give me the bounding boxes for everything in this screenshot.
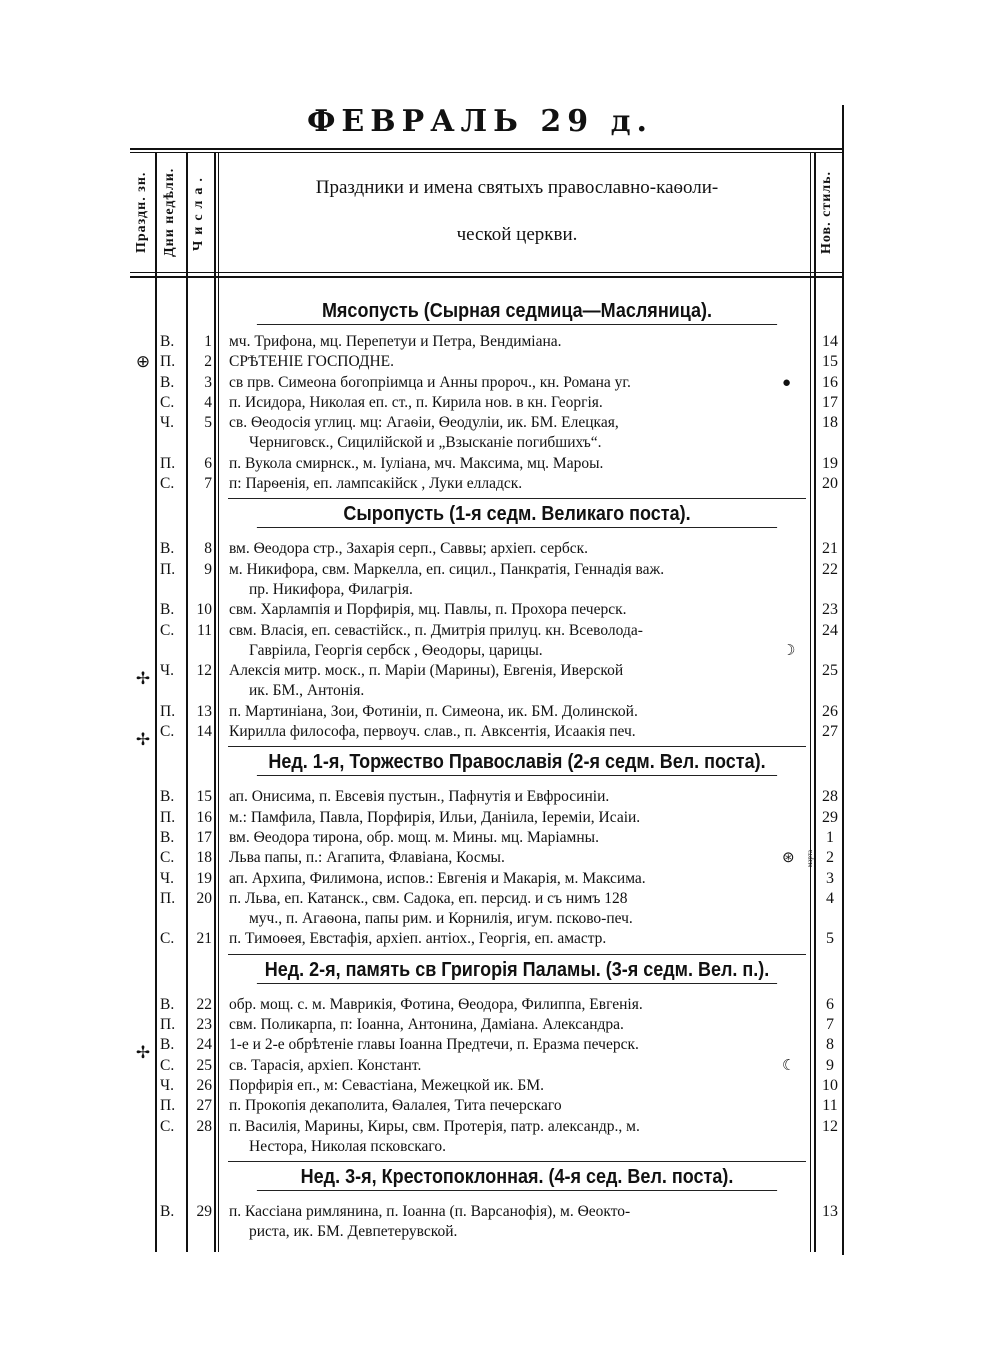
day-number: 13 bbox=[196, 702, 212, 720]
entry-line bbox=[0, 787, 1000, 807]
saints-text: СРѢТЕНІЕ ГОСПОДНЕ. bbox=[229, 353, 395, 371]
weekday: Ч. bbox=[160, 414, 174, 432]
saints-text: Алексія митр. моск., п. Маріи (Марины), Евгенія, Иверской bbox=[229, 662, 624, 680]
new-style-date: 1 bbox=[826, 828, 834, 846]
entry-line bbox=[0, 808, 1000, 828]
entry-line bbox=[0, 332, 1000, 352]
day-number: 27 bbox=[196, 1097, 212, 1115]
entry-line bbox=[0, 1056, 1000, 1076]
new-style-date: 18 bbox=[822, 414, 838, 432]
day-number: 29 bbox=[196, 1203, 212, 1221]
day-number: 23 bbox=[196, 1016, 212, 1034]
day-row bbox=[0, 1015, 1000, 1035]
moon-phase-icon: ⊛ bbox=[782, 850, 795, 867]
saints-text: св прв. Симеона богопріимца и Анны пророч., кн. Романа уг. bbox=[229, 373, 631, 391]
saints-text: Кирилла философа, первоуч. слав., п. Авксентія, Исаакія печ. bbox=[229, 723, 636, 741]
day-row bbox=[0, 600, 1000, 620]
section-title: Нед. 3-я, Крестопоклонная. (4-я сед. Вел. поста). bbox=[257, 1166, 777, 1191]
weekday: П. bbox=[160, 889, 176, 907]
weekday: П. bbox=[160, 454, 176, 472]
entry-line bbox=[0, 1137, 1000, 1157]
weekday: В. bbox=[160, 995, 175, 1013]
new-style-date: 11 bbox=[822, 1097, 838, 1115]
day-number: 8 bbox=[204, 540, 212, 558]
entry-line bbox=[0, 454, 1000, 474]
day-number: 5 bbox=[204, 414, 212, 432]
calendar-section bbox=[0, 1162, 1000, 1243]
section-title: Нед. 2-я, память св Григорія Паламы. (3-я седм. Вел. п.). bbox=[257, 959, 777, 984]
entry-line bbox=[0, 848, 1000, 868]
day-number: 15 bbox=[196, 788, 212, 806]
new-style-date: 17 bbox=[822, 393, 838, 411]
column-header-main-line2: ческой церкви. bbox=[456, 224, 578, 245]
section-header bbox=[0, 955, 1000, 995]
entry-line bbox=[0, 909, 1000, 929]
day-number: 12 bbox=[196, 662, 212, 680]
moon-phase-icon: ☾ bbox=[782, 1057, 796, 1074]
weekday: В. bbox=[160, 601, 175, 619]
saints-text: св. Тарасія, архіеп. Констант. bbox=[229, 1056, 422, 1074]
day-row bbox=[0, 539, 1000, 559]
entry-line bbox=[0, 661, 1000, 689]
weekday: С. bbox=[160, 930, 175, 948]
entry-line bbox=[0, 1222, 1000, 1242]
weekday: С. bbox=[160, 475, 175, 493]
new-style-date: 5 bbox=[826, 930, 834, 948]
day-row bbox=[0, 1035, 1000, 1063]
column-header-main-line1: Праздники и имена святыхъ православно-каѳоли- bbox=[315, 177, 719, 198]
weekday: В. bbox=[160, 540, 175, 558]
saints-text: Порфирія еп., м: Севастіана, Межецкой ик. БМ. bbox=[229, 1076, 544, 1094]
saints-text: п. Кассіана римлянина, п. Іоанна (п. Варсанофія), м. Ѳеокто- bbox=[229, 1203, 631, 1221]
day-row bbox=[0, 1117, 1000, 1158]
day-row bbox=[0, 808, 1000, 828]
saints-text: пр. Никифора, Филагрія. bbox=[249, 580, 413, 598]
saints-text: Нестора, Николая псковскаго. bbox=[249, 1137, 446, 1155]
day-number: 3 bbox=[204, 373, 212, 391]
day-number: 16 bbox=[196, 808, 212, 826]
day-row bbox=[0, 1096, 1000, 1116]
entry-line bbox=[0, 413, 1000, 433]
day-number: 6 bbox=[204, 454, 212, 472]
day-row bbox=[0, 722, 1000, 750]
saints-text: свм. Поликарпа, п: Іоанна, Антонина, Даміана. Александра. bbox=[229, 1016, 624, 1034]
entry-line bbox=[0, 1096, 1000, 1116]
weekday: С. bbox=[160, 393, 175, 411]
day-number: 24 bbox=[196, 1036, 212, 1054]
entry-line bbox=[0, 1202, 1000, 1222]
new-style-date: 9 bbox=[826, 1056, 834, 1074]
moon-phase-icon: ● bbox=[782, 374, 792, 391]
day-row bbox=[0, 393, 1000, 413]
section-header bbox=[0, 747, 1000, 787]
saints-text: Черниговск., Сицилійской и „Взысканіе погибшихъ“. bbox=[249, 434, 602, 452]
weekday: Ч. bbox=[160, 662, 174, 680]
weekday: В. bbox=[160, 828, 175, 846]
day-row bbox=[0, 1076, 1000, 1096]
entry-line bbox=[0, 722, 1000, 750]
day-row bbox=[0, 848, 1000, 868]
day-number: 14 bbox=[196, 723, 212, 741]
day-number: 4 bbox=[204, 393, 212, 411]
day-row bbox=[0, 1202, 1000, 1243]
weekday: Ч. bbox=[160, 869, 174, 887]
saints-text: п. Вукола смирнск., м. Іуліана, мч. Максима, мц. Мароы. bbox=[229, 454, 604, 472]
weekday: В. bbox=[160, 333, 175, 350]
page-title: ФЕВРАЛЬ 29 д. bbox=[306, 104, 654, 139]
day-number: 17 bbox=[196, 828, 212, 846]
weekday: П. bbox=[160, 702, 176, 720]
day-number: 22 bbox=[196, 995, 212, 1013]
day-row bbox=[0, 413, 1000, 454]
new-style-date: 26 bbox=[822, 702, 838, 720]
new-style-date: 13 bbox=[822, 1203, 838, 1221]
entry-line bbox=[0, 393, 1000, 413]
calendar-body bbox=[0, 296, 1000, 1243]
saints-text: 1-е и 2-е обрѣтеніе главы Іоанна Предтечи, п. Еразма печерск. bbox=[229, 1036, 639, 1054]
day-row bbox=[0, 332, 1000, 352]
weekday: П. bbox=[160, 353, 176, 371]
new-style-date: 6 bbox=[826, 995, 834, 1013]
column-header-weekday: Дни недѣли. bbox=[162, 167, 177, 257]
day-row bbox=[0, 560, 1000, 601]
saints-text: риста, ик. БМ. Девпетерувской. bbox=[249, 1223, 458, 1241]
weekday: В. bbox=[160, 373, 175, 391]
saints-text: п: Парѳенія, еп. лампсакійск , Луки елладск. bbox=[229, 475, 523, 493]
weekday: С. bbox=[160, 1117, 175, 1135]
saints-text: свм. Харлампія и Порфирія, мц. Павлы, п. Прохора печерск. bbox=[229, 601, 627, 619]
saints-text: ик. БМ., Антонія. bbox=[249, 682, 365, 700]
entry-line bbox=[0, 560, 1000, 580]
weekday: В. bbox=[160, 788, 175, 806]
column-header-new-style: Нов. стиль. bbox=[819, 170, 834, 254]
saints-text: вм. Ѳеодора тирона, обр. мощ. м. Мины. мц. Маріамны. bbox=[229, 828, 599, 846]
entry-line bbox=[0, 641, 1000, 661]
entry-line bbox=[0, 474, 1000, 494]
saints-text: муч., п. Агаѳона, папы рим. и Корнилія, игум. псково-печ. bbox=[249, 910, 633, 928]
saints-text: св. Ѳеодосія углиц. мц: Агаѳіи, Ѳеодуліи, ик. БМ. Елецкая, bbox=[229, 414, 619, 432]
day-row bbox=[0, 352, 1000, 372]
holiday-sign-icon: ✢ bbox=[135, 730, 151, 750]
entry-line bbox=[0, 580, 1000, 600]
saints-text: свм. Власія, еп. севастійск., п. Дмитрія прилуц. кн. Всеволода- bbox=[229, 621, 643, 639]
calendar-section bbox=[0, 955, 1000, 1162]
day-row bbox=[0, 661, 1000, 702]
section-title: Сыропусть (1-я седм. Великаго поста). bbox=[257, 503, 777, 528]
saints-text: ап. Онисима, п. Евсевія пустын., Пафнутія и Евфросиніи. bbox=[229, 788, 610, 806]
new-style-date: 21 bbox=[822, 540, 838, 558]
day-number: 2 bbox=[204, 353, 212, 371]
entry-line bbox=[0, 929, 1000, 949]
entry-line bbox=[0, 373, 1000, 393]
entry-line bbox=[0, 352, 1000, 372]
saints-text: Льва папы, п.: Агапита, Флавіана, Космы. bbox=[229, 849, 505, 867]
saints-text: м. Никифора, свм. Маркелла, еп. сицил., Панкратія, Геннадія важ. bbox=[229, 560, 665, 578]
entry-line bbox=[0, 1076, 1000, 1096]
new-style-date: 8 bbox=[826, 1036, 834, 1054]
day-row bbox=[0, 929, 1000, 949]
new-style-date: 23 bbox=[822, 601, 838, 619]
new-style-date: 7 bbox=[826, 1016, 834, 1034]
day-row bbox=[0, 454, 1000, 474]
new-style-date: 2 bbox=[826, 849, 834, 867]
weekday: С. bbox=[160, 621, 175, 639]
weekday: П. bbox=[160, 1016, 176, 1034]
new-style-date: 20 bbox=[822, 475, 838, 493]
new-style-date: 12 bbox=[822, 1117, 838, 1135]
saints-text: м.: Памфила, Павла, Порфирія, Ильи, Даніила, Іереміи, Исаіи. bbox=[229, 808, 641, 826]
section-title: Мясопусть (Сырная седмица—Масляница). bbox=[257, 300, 777, 325]
new-style-date: 27 bbox=[822, 723, 838, 741]
weekday: П. bbox=[160, 1097, 176, 1115]
column-header-day: Числа. bbox=[191, 172, 206, 252]
new-style-date: 4 bbox=[826, 889, 834, 907]
section-header bbox=[0, 1162, 1000, 1202]
saints-text: п. Тимоѳея, Евстафія, архіеп. антіох., Георгія, еп. амастр. bbox=[229, 930, 607, 948]
entry-line bbox=[0, 681, 1000, 701]
weekday: С. bbox=[160, 723, 175, 741]
section-header bbox=[0, 499, 1000, 539]
saints-text: вм. Ѳеодора стр., Захарія серп., Саввы; архіеп. сербск. bbox=[229, 540, 589, 558]
entry-line bbox=[0, 869, 1000, 889]
weekday: П. bbox=[160, 560, 176, 578]
new-style-month-note: марта bbox=[806, 850, 814, 868]
header-top-rule-2 bbox=[130, 152, 842, 153]
day-number: 9 bbox=[204, 560, 212, 578]
day-row bbox=[0, 787, 1000, 807]
new-style-date: 3 bbox=[826, 869, 834, 887]
section-title: Нед. 1-я, Торжество Православія (2-я седм. Вел. поста). bbox=[257, 751, 777, 776]
entry-line bbox=[0, 539, 1000, 559]
day-row bbox=[0, 373, 1000, 393]
holiday-sign-icon: ⊕ bbox=[135, 352, 151, 372]
day-number: 11 bbox=[197, 621, 212, 639]
day-number: 1 bbox=[204, 333, 212, 350]
day-number: 26 bbox=[196, 1076, 212, 1094]
day-row bbox=[0, 869, 1000, 889]
day-number: 25 bbox=[196, 1056, 212, 1074]
day-number: 19 bbox=[196, 869, 212, 887]
weekday: С. bbox=[160, 849, 175, 867]
day-number: 18 bbox=[196, 849, 212, 867]
moon-phase-icon: ☽ bbox=[782, 642, 796, 659]
day-row bbox=[0, 474, 1000, 494]
new-style-date: 15 bbox=[822, 353, 838, 371]
entry-line bbox=[0, 621, 1000, 641]
day-row bbox=[0, 828, 1000, 848]
saints-text: п. Исидора, Николая еп. ст., п. Кирила нов. в кн. Георгія. bbox=[229, 393, 603, 411]
saints-text: п. Льва, еп. Катанск., свм. Садока, еп. персид. и съ нимъ 128 bbox=[229, 889, 628, 907]
calendar-section bbox=[0, 747, 1000, 954]
section-header bbox=[0, 296, 1000, 332]
saints-text: п. Василія, Марины, Киры, свм. Протерія, патр. александр., м. bbox=[229, 1117, 640, 1135]
weekday: В. bbox=[160, 1203, 175, 1221]
day-number: 7 bbox=[204, 475, 212, 493]
new-style-date: 14 bbox=[822, 333, 838, 350]
new-style-date: 25 bbox=[822, 662, 838, 680]
weekday: П. bbox=[160, 808, 176, 826]
day-row bbox=[0, 621, 1000, 662]
entry-line bbox=[0, 1117, 1000, 1137]
day-row bbox=[0, 702, 1000, 722]
weekday: Ч. bbox=[160, 1076, 174, 1094]
entry-line bbox=[0, 600, 1000, 620]
entry-line bbox=[0, 433, 1000, 453]
saints-text: мч. Трифона, мц. Перепетуи и Петра, Вендиміана. bbox=[229, 333, 562, 350]
entry-line bbox=[0, 828, 1000, 848]
new-style-date: 22 bbox=[822, 560, 838, 578]
new-style-date: 10 bbox=[822, 1076, 838, 1094]
calendar-section bbox=[0, 499, 1000, 750]
day-number: 21 bbox=[196, 930, 212, 948]
weekday: С. bbox=[160, 1056, 175, 1074]
weekday: В. bbox=[160, 1036, 175, 1054]
saints-text: Гавріила, Георгія сербск , Ѳеодоры, царицы. bbox=[249, 641, 543, 659]
entry-line bbox=[0, 889, 1000, 909]
header-bottom-rule-2 bbox=[130, 276, 842, 278]
entry-line bbox=[0, 1035, 1000, 1063]
day-number: 20 bbox=[196, 889, 212, 907]
saints-text: п. Прокопія декаполита, Ѳалалея, Тита печерскаго bbox=[229, 1097, 562, 1115]
day-row bbox=[0, 995, 1000, 1015]
new-style-date: 28 bbox=[822, 788, 838, 806]
day-number: 28 bbox=[196, 1117, 212, 1135]
header-bottom-rule bbox=[130, 272, 842, 273]
entry-line bbox=[0, 702, 1000, 722]
day-row bbox=[0, 889, 1000, 930]
saints-text: п. Мартиніана, Зои, Фотиніи, п. Симеона, ик. БМ. Долинской. bbox=[229, 702, 638, 720]
header-top-rule bbox=[130, 148, 842, 150]
calendar-section bbox=[0, 296, 1000, 499]
saints-text: обр. мощ. с. м. Маврикія, Фотина, Ѳеодора, Филиппа, Евгенія. bbox=[229, 995, 643, 1013]
column-header-holiday-sign: Праздн. зн. bbox=[134, 171, 149, 253]
holiday-sign-icon: ✢ bbox=[135, 1043, 151, 1063]
saints-text: ап. Архипа, Филимона, испов.: Евгенія и Макарія, м. Максима. bbox=[229, 869, 646, 887]
entry-line bbox=[0, 1015, 1000, 1035]
entry-line bbox=[0, 995, 1000, 1015]
holiday-sign-icon: ✢ bbox=[135, 669, 151, 689]
new-style-date: 16 bbox=[822, 373, 838, 391]
new-style-date: 19 bbox=[822, 454, 838, 472]
day-number: 10 bbox=[196, 601, 212, 619]
new-style-date: 29 bbox=[822, 808, 838, 826]
day-row bbox=[0, 1056, 1000, 1076]
new-style-date: 24 bbox=[822, 621, 838, 639]
